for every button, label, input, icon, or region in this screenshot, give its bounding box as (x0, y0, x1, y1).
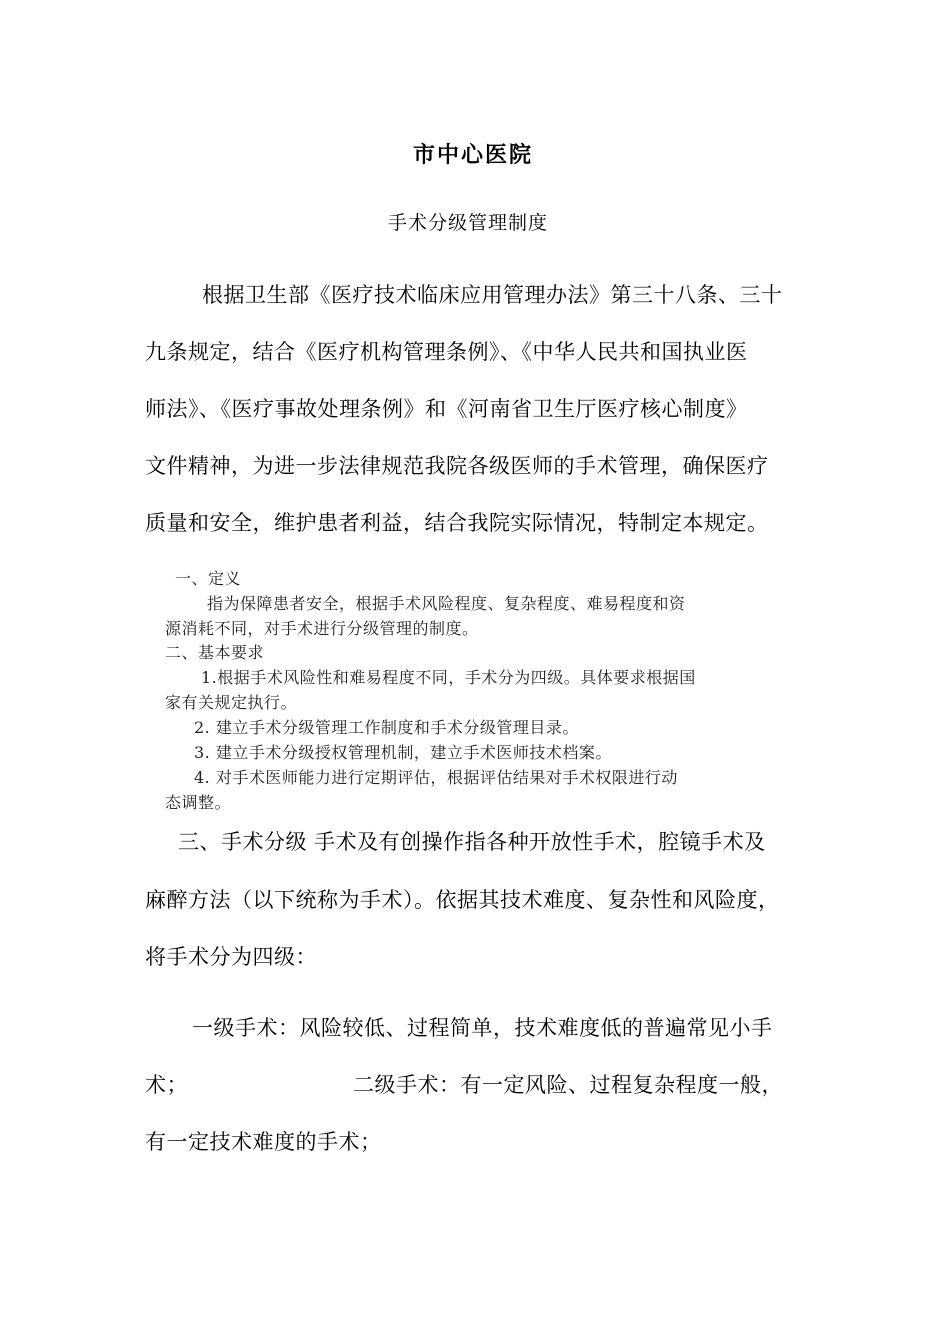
section2-line: 4. 对手术医师能力进行定期评估，根据评估结果对手术权限进行动 (194, 768, 678, 787)
intro-line: 九条规定，结合《医疗机构管理条例》、《中华人民共和国执业医 (145, 340, 748, 364)
section2-line: 2. 建立手术分级管理工作制度和手术分级管理目录。 (194, 718, 579, 737)
section3-line: 三、手术分级 手术及有创操作指各种开放性手术，腔镜手术及 (178, 830, 766, 854)
intro-line: 师法》、《医疗事故处理条例》和《河南省卫生厅医疗核心制度》 (145, 397, 748, 421)
section2-line: 3. 建立手术分级授权管理机制，建立手术医师技术档案。 (194, 743, 612, 762)
intro-line: 质量和安全，维护患者利益，结合我院实际情况，特制定本规定。 (145, 511, 769, 535)
section3-line: 麻醉方法（以下统称为手术）。依据其技术难度、复杂性和风险度， (145, 888, 780, 912)
intro-line: 文件精神，为进一步法律规范我院各级医师的手术管理，确保医疗 (145, 454, 769, 478)
grade-line: 一级手术：风险较低、过程简单，技术难度低的普遍常见小手 (192, 1016, 773, 1040)
grade-line: 术； (145, 1073, 188, 1097)
section2-line: 家有关规定执行。 (165, 693, 298, 712)
grade-line: 二级手术：有一定风险、过程复杂程度一般， (353, 1073, 783, 1097)
document-subtitle: 手术分级管理制度 (388, 212, 549, 234)
section2-line: 1.根据手术风险性和难易程度不同，手术分为四级。具体要求根据国 (201, 668, 696, 687)
grade-line: 有一定技术难度的手术； (145, 1130, 382, 1154)
intro-line: 根据卫生部《医疗技术临床应用管理办法》第三十八条、三十 (202, 283, 783, 307)
section2-heading: 二、基本要求 (165, 643, 265, 662)
section2-line: 态调整。 (165, 793, 232, 812)
page-title: 市中心医院 (413, 142, 534, 168)
section3-line: 将手术分为四级： (145, 945, 317, 969)
section1-line: 指为保障患者安全，根据手术风险程度、复杂程度、难易程度和资 (207, 594, 686, 613)
section1-heading: 一、定义 (175, 569, 242, 588)
section1-line: 源消耗不同，对手术进行分级管理的制度。 (165, 619, 479, 638)
